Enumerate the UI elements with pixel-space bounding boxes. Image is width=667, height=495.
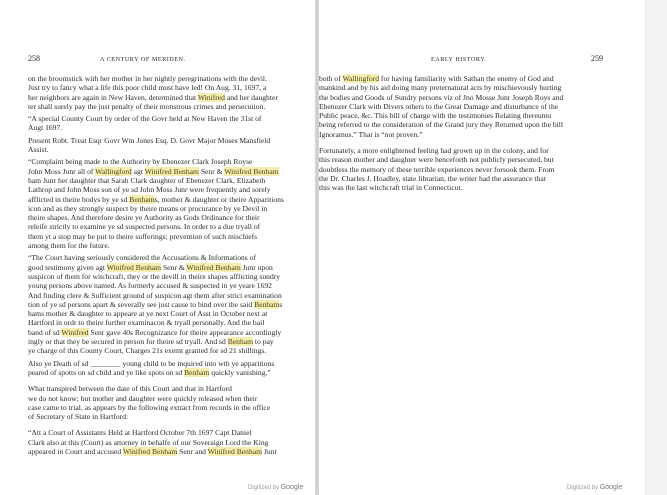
right-book-page (318, 0, 645, 495)
text-line: theire shapes. And therefore desire ye Authority as Gods Ordinance for their (28, 213, 260, 223)
paragraph (28, 74, 315, 111)
text-line: ingly or that they be secured in person for theire sd tryall. And sd Benham to pay (28, 337, 274, 347)
text-line: of Secretary of State in Hartford: (28, 412, 129, 422)
text-line: What transpired between the date of this Court and that in Hartford (28, 384, 232, 394)
text-line: Clark also at this (Court) as attorney in behalfe of our Soveraign Lord the King (28, 437, 269, 447)
text-line: among them for the future. (28, 241, 110, 251)
search-highlight: Winifred Benham (106, 262, 162, 272)
text-line: afflicted in theire bodys by ye sd Benhams, mother & daughter or theire Apparitions (28, 194, 284, 204)
text-line: hams mother & daughter to appeare at ye next Court of Asst in October next at (28, 309, 268, 319)
paragraph (28, 136, 315, 155)
search-highlight: Winifred Benham (186, 262, 241, 272)
left-page-number: 258 (28, 54, 40, 63)
text-line: band of sd Winifred Senr gave 40s Recognizance for theire appearance accordingly (28, 327, 282, 337)
google-brand-label: Google (599, 484, 623, 491)
text-line: this was the last witchcraft trial in Connecticut. (319, 183, 463, 193)
text-line: “Att a Court of Assistants Held at Hartford October 7th 1697 Capt Daniel (28, 428, 252, 438)
text-line: “Complaint being made to the Authority by Ebenezer Clark Joseph Royse (28, 157, 253, 167)
paragraph (28, 359, 315, 378)
text-line: tion of ye sd persons apart & severally see just cause to bind over the said Benhams (28, 299, 283, 309)
text-line: ham Junr her daughter that Sarah Clark daughter of Ebenezer Clark, Elizabeth (28, 175, 266, 185)
text-line: being referred to the consideration of the Grand jury they Returned upon the bill (319, 120, 563, 130)
search-highlight: Winifred Benham (144, 166, 199, 176)
text-line: both of Wallingford for having familiarity with Sathan the enemy of God and (319, 74, 554, 83)
text-line: her neighbors are again in New Haven, determined that Winifred and her daughter (28, 92, 278, 102)
text-line: ter shall surely pay the just penalty of their monstrous crimes and persecution. (28, 101, 266, 111)
text-line: on the broomstick with her mother in her nightly peregrinations with the devil. (28, 74, 267, 83)
paragraph (28, 157, 315, 250)
paragraph (28, 114, 315, 133)
text-line: And finding clere & Sufficient ground of suspicon agt them after strict examination (28, 290, 282, 300)
right-page-body (319, 74, 603, 196)
search-highlight: Winifred Benham (207, 446, 263, 456)
text-line: mankind and by his aid doing many preternatural acts by mischievously hurting (319, 83, 562, 93)
search-highlight: Benham (184, 367, 210, 377)
search-highlight: Benham (129, 194, 155, 204)
text-line: Lathrop and John Moss son of ye sd John Moss Junr were frequently and sorely (28, 185, 271, 195)
google-digitized-mark-right (567, 484, 622, 491)
digitized-by-label: Digitized by (567, 485, 599, 491)
text-line: John Moss Junr all of Wallingford agt Winifred Benham Senr & Winifred Benham (28, 166, 279, 176)
search-highlight: Winifred (61, 327, 89, 337)
search-highlight: Winifred Benham (122, 446, 178, 456)
text-line: we do not know; but mother and daughter were quickly released when their (28, 393, 258, 403)
google-digitized-mark-left (248, 484, 303, 491)
text-line: the bodies and Goods of Sundry persons viz of Jno Mosse Junr Joseph Roys and (319, 92, 564, 102)
digitized-by-label: Digitized by (248, 485, 280, 491)
text-line: releife strictly to examine ye sd suspected persons. In order to a due tryall of (28, 222, 261, 232)
text-line: Assist. (28, 145, 49, 155)
text-line: case came to trial, as appears by the following extract from records in the office (28, 402, 271, 412)
text-line: young persons above named. As formerly accused & suspected in ye yeare 1692 (28, 281, 272, 291)
text-line: the Dr. Charles J. Hoadley, state librarian, the writer had the assurance that (319, 173, 546, 183)
text-line: peared of spotts on sd child and ye like spots on sd Benham quickly vanishing.” (28, 367, 271, 377)
search-highlight: Benham (227, 337, 254, 347)
search-highlight: Benham (254, 299, 280, 309)
paragraph (319, 74, 603, 139)
text-line: Hartford in ordr to theire further examinacon & tryall personally. And the bail (28, 318, 265, 328)
text-line: Present Robt. Treat Esqr Govr Wm Jones Esq. D. Govr Major Moses Mansfield (28, 135, 271, 145)
search-highlight: Wallingford (342, 74, 380, 83)
search-highlight: Winifred Benham (224, 166, 279, 176)
text-line: Public peace, &c. This bill of charge with the testimonies Relating thereunto (319, 111, 552, 121)
text-line: Just try to fancy what a life this poor child must have led! On Aug. 31, 1697, a (28, 83, 267, 93)
text-line: this reason mother and daughter were henceforth not publicly persecuted, but (319, 155, 554, 165)
text-line: suspicon of them for witchcraft, they or the devill in theire shapes afflicting sundry (28, 271, 281, 281)
text-line: doubtless the memory of these terrible experiences never forsook them. From (319, 164, 555, 174)
text-line: icon and as they strongly suspect by theire means or procurance by ye Devil in (28, 203, 268, 213)
right-page-number: 259 (591, 54, 603, 63)
text-line: Fortunately, a more enlightened feeling had grown up in the colony, and for (319, 146, 549, 156)
text-line: appeared in Court and accused Winifred Benham Senr and Winifred Benham Junr (28, 446, 278, 456)
paragraph (28, 384, 315, 421)
text-line: ye charge of this County Court, Charges 21s exemt granted for sd 21 shillings. (28, 346, 267, 356)
paragraph (28, 428, 315, 456)
text-line: “The Court having seriously considered the Accusations & Informations of (28, 253, 256, 263)
left-running-head: A CENTURY OF MERIDEN. (100, 56, 186, 63)
search-highlight: Wallingford (95, 166, 132, 176)
paragraph (28, 253, 315, 355)
text-line: good testimony given agt Winifred Benham Senr & Winifred Benham Junr upon (28, 262, 273, 272)
left-page-body (28, 74, 315, 459)
paragraph (319, 146, 603, 192)
text-line: “A special County Court by order of the Govr held at New Haven the 31st of (28, 114, 262, 124)
text-line: Also ye Death of sd ________ young child to be inquired into wth ye apparitions (28, 358, 275, 368)
google-brand-label: Google (280, 484, 304, 491)
viewer-margin (646, 0, 667, 495)
search-highlight: Winifred (197, 92, 225, 102)
text-line: Ignoramus.” That is “not proven.” (319, 129, 423, 139)
left-book-page (0, 0, 316, 495)
right-running-head: EARLY HISTORY. (431, 56, 487, 63)
text-line: Ebenezer Clark with Divers others to the Great Damage and disturbance of the (319, 101, 559, 111)
text-line: them yt a stop may be put to theire sufferings; prevention of such mischiefs (28, 231, 258, 241)
text-line: Augt 1697. (28, 123, 63, 133)
